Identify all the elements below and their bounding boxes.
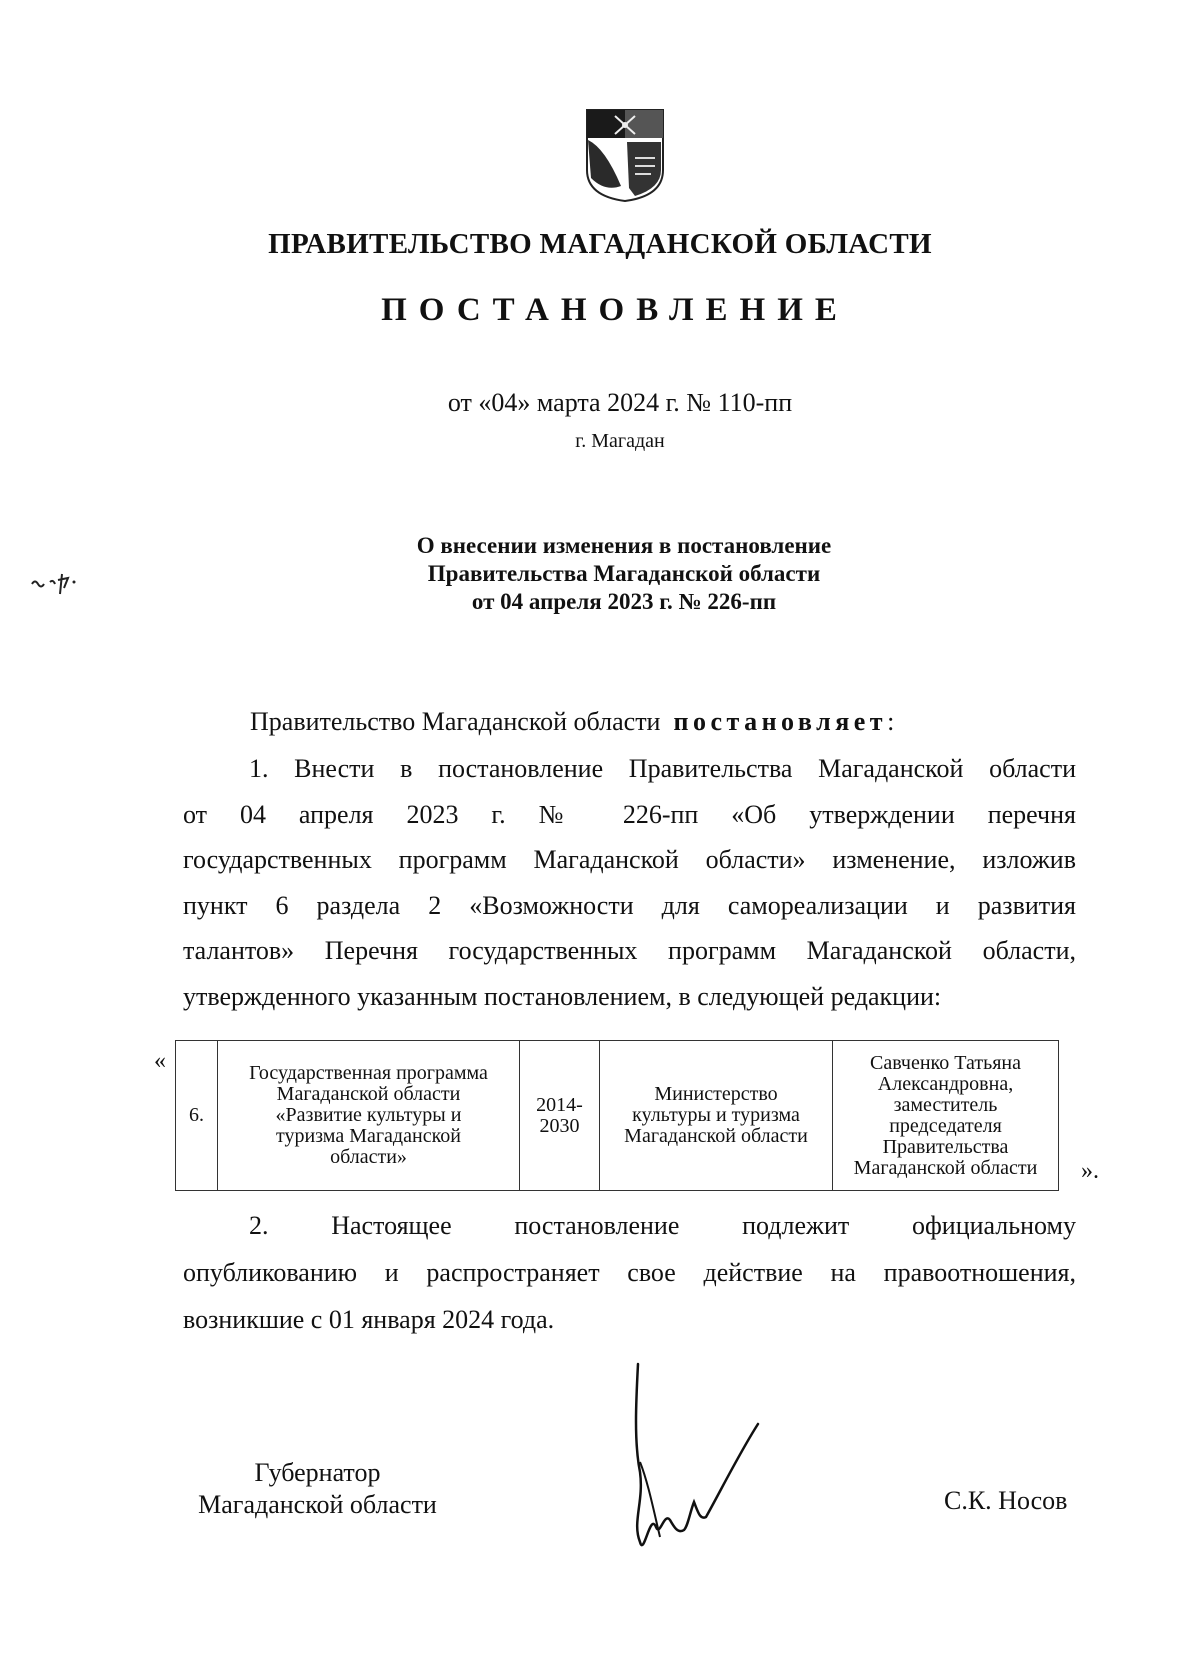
paragraph-line: пункт 6 раздела 2 «Возможности для самореализации и развития — [183, 890, 1076, 920]
cell-ministry — [600, 1041, 833, 1191]
cell-line: председателя — [889, 1114, 1002, 1137]
intro-keyword: постановляет — [673, 707, 888, 736]
signatory-title — [185, 1457, 450, 1521]
paragraph-line: от 04 апреля 2023 г. № 226-пп «Об утверждении перечня — [183, 799, 1076, 829]
table-row — [176, 1041, 1059, 1191]
cell-line: Савченко Татьяна — [870, 1051, 1021, 1074]
intro-prefix: Правительство Магаданской области — [250, 707, 661, 736]
quote-close: ». — [1081, 1158, 1099, 1184]
cell-line: Магаданской области — [276, 1083, 461, 1105]
cell-line: туризма Магаданской — [276, 1125, 461, 1147]
cell-line: Правительства — [882, 1135, 1009, 1158]
paragraph-line: государственных программ Магаданской области» изменение, изложив — [183, 845, 1076, 874]
quote-open: « — [154, 1048, 166, 1074]
paragraph-line: опубликованию и распространяет свое действие на правоотношения, — [183, 1258, 1076, 1287]
document-subject — [0, 532, 1200, 616]
signatory-title-line: Губернатор — [254, 1458, 381, 1487]
paragraph-line: 2. Настоящее постановление подлежит официальному — [249, 1211, 1076, 1240]
cell-line: Министерство — [654, 1083, 778, 1105]
cell-line: заместитель — [893, 1093, 998, 1116]
handwritten-signature-icon — [630, 1362, 790, 1562]
paragraph-line: 1. Внести в постановление Правительства Магаданской области — [249, 754, 1076, 783]
intro-suffix: : — [887, 707, 895, 736]
paragraph-2 — [183, 1202, 1076, 1343]
subject-line: О внесении изменения в постановление — [416, 533, 832, 558]
document-date-number: от «04» марта 2024 г. № 110-пп — [447, 388, 793, 417]
cell-line: Государственная программа — [249, 1062, 488, 1084]
paragraph-line: возникшие с 01 января 2024 года. — [183, 1305, 555, 1334]
cell-line: Магаданской области — [853, 1156, 1038, 1179]
document-type: ПОСТАНОВЛЕНИЕ — [381, 292, 849, 328]
cell-responsible — [833, 1041, 1059, 1191]
cell-line: 2030 — [539, 1114, 580, 1137]
paragraph-line: утвержденного указанным постановлением, в следующей редакции: — [183, 981, 942, 1011]
cell-line: культуры и туризма — [632, 1104, 800, 1126]
signatory-title-line: Магаданской области — [198, 1490, 437, 1519]
cell-line: 2014- — [536, 1093, 583, 1116]
cell-number: 6. — [176, 1041, 218, 1191]
cell-line: «Развитие культуры и — [275, 1104, 462, 1126]
signatory-name: С.К. Носов — [944, 1486, 1068, 1515]
paragraph-line: талантов» Перечня государственных программ Магаданской области, — [183, 936, 1076, 965]
subject-line: от 04 апреля 2023 г. № 226-пп — [471, 589, 777, 614]
program-table — [175, 1040, 1059, 1191]
cell-line: области» — [330, 1146, 407, 1168]
cell-period — [520, 1041, 600, 1191]
subject-line: Правительства Магаданской области — [427, 561, 821, 586]
coat-of-arms-icon — [585, 108, 665, 203]
paragraph-1 — [183, 746, 1076, 1019]
government-title: ПРАВИТЕЛЬСТВО МАГАДАНСКОЙ ОБЛАСТИ — [268, 228, 932, 260]
resolution-intro — [250, 707, 894, 737]
document-city: г. Магадан — [575, 430, 665, 452]
cell-line: Магаданской области — [624, 1125, 808, 1147]
cell-line: Александровна, — [877, 1072, 1014, 1095]
cell-program — [218, 1041, 520, 1191]
